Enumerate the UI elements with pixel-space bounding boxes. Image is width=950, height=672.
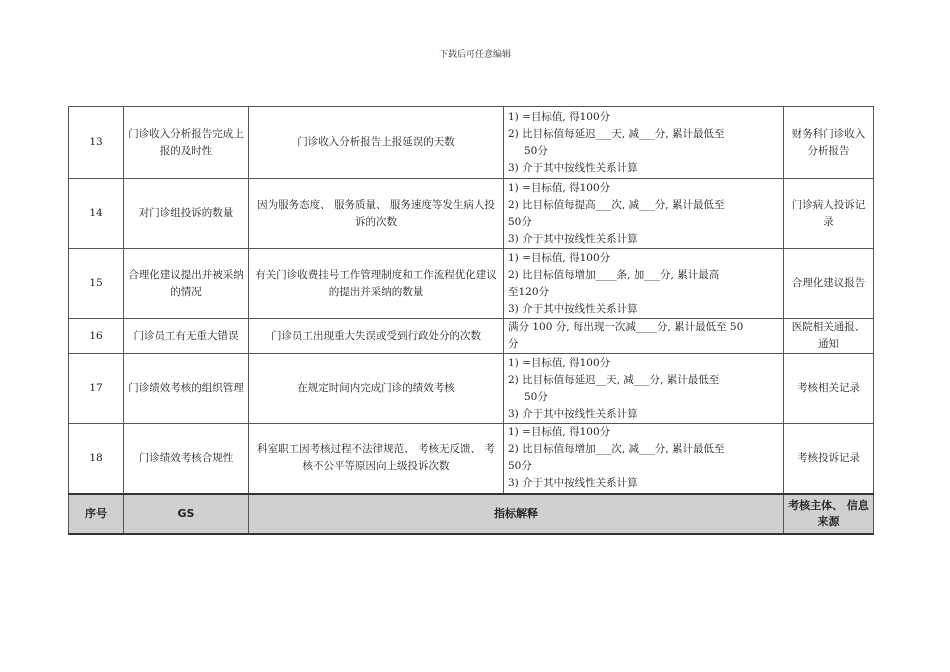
col-source-header: 考核主体、 信息来源: [784, 494, 874, 534]
indicator-name: 门诊员工有无重大错误: [124, 319, 249, 354]
scoring-criteria: [504, 319, 784, 354]
table-row: [69, 249, 874, 319]
table-footer-header: [69, 494, 874, 534]
indicator-definition: 门诊员工出现重大失误或受到行政处分的次数: [249, 319, 504, 354]
row-number: 15: [69, 249, 124, 319]
criteria-line: 分: [508, 338, 519, 350]
indicator-name: 对门诊组投诉的数量: [124, 179, 249, 249]
indicator-name: 门诊绩效考核合规性: [124, 424, 249, 494]
criteria-line: 1) =目标值, 得100分: [508, 251, 611, 264]
data-source: 财务科门诊收入分析报告: [784, 107, 874, 179]
table-row: [69, 319, 874, 354]
criteria-line: 50分: [508, 460, 532, 473]
col-def-header: 指标解释: [249, 494, 784, 534]
criteria-line: 3) 介于其中按线性关系计算: [508, 407, 638, 420]
criteria-line: 3) 介于其中按线性关系计算: [508, 232, 638, 245]
row-number: 13: [69, 107, 124, 179]
data-source: 门诊病人投诉记录: [784, 179, 874, 249]
row-number: 16: [69, 319, 124, 354]
criteria-line: 2) 比目标值每增加___次, 减___分, 累计最低至: [508, 443, 725, 456]
indicator-name: 门诊收入分析报告完成上报的及时性: [124, 107, 249, 179]
indicator-name: 合理化建议提出并被采纳的情况: [124, 249, 249, 319]
indicator-definition: 在规定时间内完成门诊的绩效考核: [249, 354, 504, 424]
scoring-criteria: [504, 107, 784, 179]
criteria-line: 50分: [524, 390, 548, 403]
indicator-definition: 因为服务态度、 服务质量、 服务速度等发生病人投诉的次数: [249, 179, 504, 249]
criteria-line: 1) =目标值, 得100分: [508, 356, 611, 369]
indicator-definition: 门诊收入分析报告上报延误的天数: [249, 107, 504, 179]
indicator-definition: 有关门诊收费挂号工作管理制度和工作流程优化建议的提出并采纳的数量: [249, 249, 504, 319]
criteria-line: 3) 介于其中按线性关系计算: [508, 477, 638, 490]
criteria-line: 3) 介于其中按线性关系计算: [508, 302, 638, 315]
scoring-criteria: [504, 354, 784, 424]
criteria-line: 1) =目标值, 得100分: [508, 426, 611, 439]
criteria-line: 至120分: [508, 285, 550, 298]
header-note: 下载后可任意编辑: [438, 50, 511, 60]
table-row: [69, 107, 874, 179]
indicator-definition: 科室职工因考核过程不法律规范、 考核无反馈、 考核不公平等原因向上级投诉次数: [249, 424, 504, 494]
scoring-criteria: [504, 424, 784, 494]
data-source: 考核相关记录: [784, 354, 874, 424]
scoring-criteria: [504, 179, 784, 249]
criteria-line: 2) 比目标值每增加____条, 加___分, 累计最高: [508, 268, 720, 281]
criteria-line: 1) =目标值, 得100分: [508, 110, 611, 123]
table-row: [69, 424, 874, 494]
scoring-criteria: [504, 249, 784, 319]
criteria-line: 满分 100 分, 每出现一次减____分, 累计最低至 50: [508, 321, 744, 333]
criteria-line: 3) 介于其中按线性关系计算: [508, 161, 638, 174]
table-row: [69, 354, 874, 424]
data-source: 考核投诉记录: [784, 424, 874, 494]
data-source: 合理化建议报告: [784, 249, 874, 319]
row-number: 17: [69, 354, 124, 424]
criteria-line: 50分: [508, 215, 532, 228]
table-row: [69, 179, 874, 249]
criteria-line: 2) 比目标值每提高___次, 减___分, 累计最低至: [508, 198, 725, 211]
col-no-header: 序号: [69, 494, 124, 534]
data-source: 医院相关通报、 通知: [784, 319, 874, 354]
row-number: 14: [69, 179, 124, 249]
criteria-line: 1) =目标值, 得100分: [508, 181, 611, 194]
row-number: 18: [69, 424, 124, 494]
criteria-line: 2) 比目标值每延迟__天, 减___分, 累计最低至: [508, 373, 720, 386]
kpi-table: [68, 106, 874, 535]
criteria-line: 2) 比目标值每延迟___天, 减___分, 累计最低至: [508, 127, 725, 140]
col-name-header: GS: [124, 494, 249, 534]
criteria-line: 50分: [524, 144, 548, 157]
indicator-name: 门诊绩效考核的组织管理: [124, 354, 249, 424]
